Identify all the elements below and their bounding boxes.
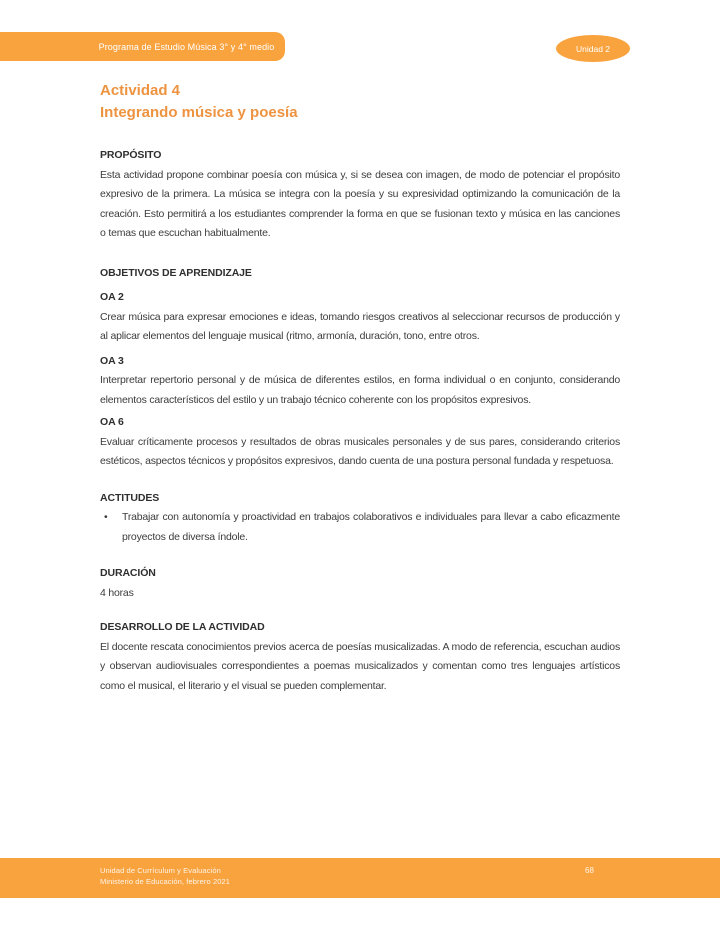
section-heading-desarrollo: DESARROLLO DE LA ACTIVIDAD: [100, 621, 265, 633]
section-heading-proposito: PROPÓSITO: [100, 149, 162, 161]
oa6-label: OA 6: [100, 416, 124, 428]
unit-badge-label: Unidad 2: [575, 43, 611, 54]
oa3-paragraph: Interpretar repertorio personal y de música de diferentes estilos, en forma individual o en conjunto, considerando elementos característicos del estilo y un trabajo técnico coherente con los propósitos expresivos.: [100, 374, 620, 406]
actitudes-bullet-text: Trabajar con autonomía y proactividad en trabajos colaborativos e individuales para llevar a cabo eficazmente proyectos de diversa índole.: [122, 511, 620, 543]
actitudes-bullet-item: [100, 508, 620, 547]
oa2-paragraph: Crear música para expresar emociones e ideas, tomando riesgos creativos al seleccionar recursos de producción y al aplicar elementos del lenguaje musical (ritmo, armonía, duración, tono, entre otros.: [100, 310, 620, 342]
proposito-paragraph: Esta actividad propone combinar poesía con música y, si se desea con imagen, de modo de potenciar el propósito expresivo de la primera. La música se integra con la poesía y su expresividad optimizando la comunicación de la creación. Esto permitirá a los estudiantes comprender la forma en que se fusionan texto y música en las canciones o temas que escuchan habitualmente.: [100, 168, 620, 239]
page-number: 68: [585, 866, 594, 875]
activity-number: Actividad 4: [100, 82, 181, 99]
activity-name: Integrando música y poesía: [100, 104, 298, 121]
section-heading-objetivos: OBJETIVOS DE APRENDIZAJE: [100, 266, 252, 279]
program-badge-label: Programa de Estudio Música 3° y 4° medio: [98, 41, 275, 52]
footer-organization: [100, 865, 230, 887]
section-heading-duracion: DURACIÓN: [100, 567, 156, 579]
footer-org-line2: Ministerio de Educación, febrero 2021: [100, 877, 231, 886]
oa6-paragraph: Evaluar críticamente procesos y resultados de obras musicales personales y de sus pares, considerando criterios estéticos, aspectos técnicos y propósitos expresivos, dando cuenta de una postura personal fundada y respetuosa.: [100, 435, 620, 467]
activity-title-block: [100, 80, 620, 124]
oa3-label: OA 3: [100, 354, 124, 367]
desarrollo-paragraph: El docente rescata conocimientos previos acerca de poesías musicalizadas. A modo de referencia, escuchan audios y observan audiovisuales correspondientes a poemas musicalizados y comentan como tres lenguajes artísticos como el musical, el literario y el visual se pueden complementar.: [100, 640, 620, 692]
bullet-marker: •: [104, 511, 108, 523]
page-content: [100, 0, 620, 696]
footer-bar: [0, 858, 720, 898]
oa2-label: OA 2: [100, 291, 124, 303]
section-heading-actitudes: ACTITUDES: [100, 491, 160, 504]
footer-org-line1: Unidad de Currículum y Evaluación: [100, 866, 221, 875]
duracion-value: 4 horas: [100, 586, 134, 599]
